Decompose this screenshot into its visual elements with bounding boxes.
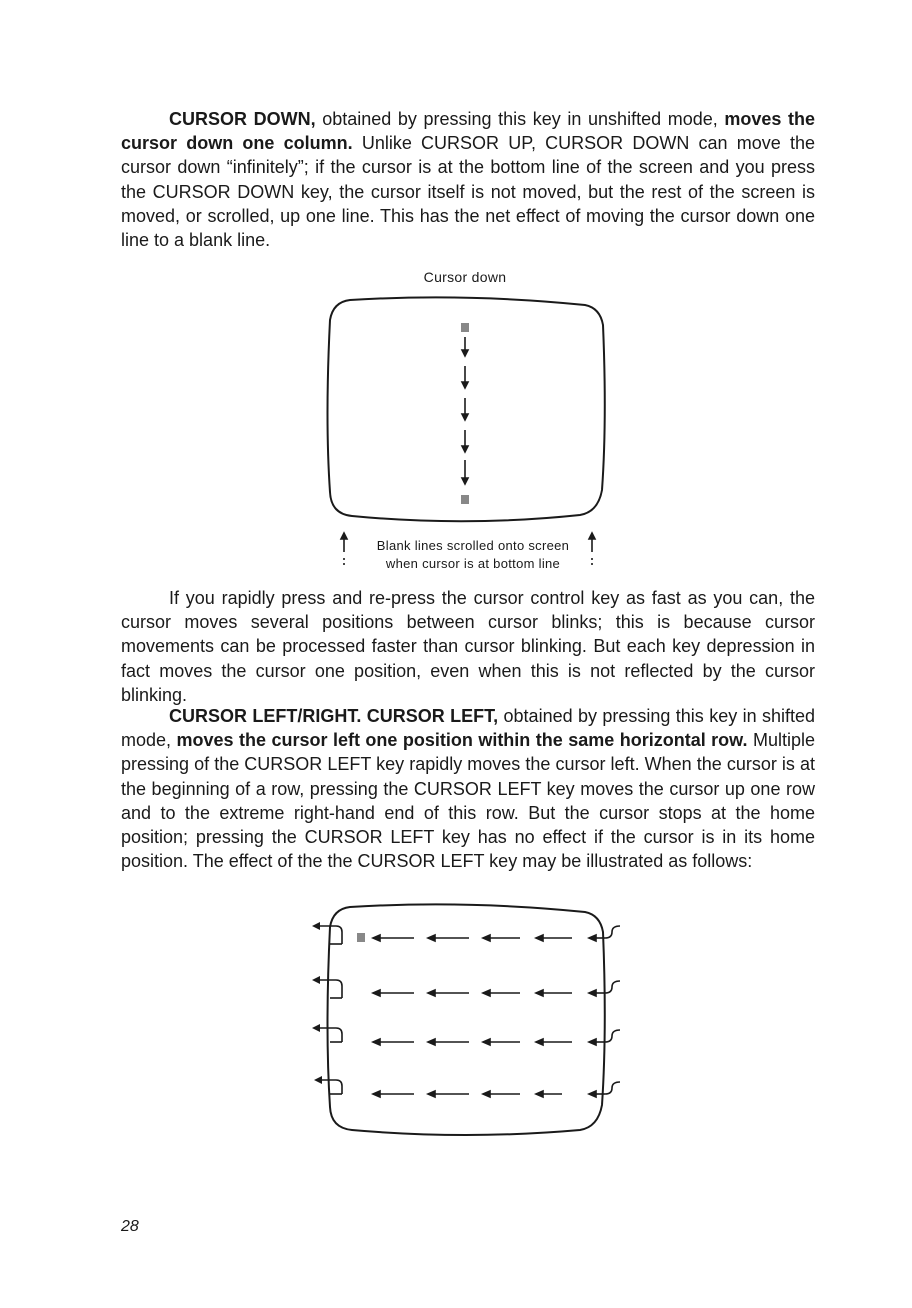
text-span: obtained by pressing this key in shifted mode,	[121, 706, 816, 751]
left-arrow-icon	[373, 935, 380, 941]
left-arrow-icon	[483, 990, 490, 996]
paragraph-rapid-press: If you rapidly press and re-press the cursor control key as fast as you can, the cursor moves several positions between cursor blinks; this is because cursor movements can be processed faster than cursor blinking. But each key depression in fact moves the cursor one position, even when this is not reflected by the cursor blinking.	[121, 588, 815, 705]
heading-cursor-left-right: CURSOR LEFT/RIGHT. CURSOR LEFT,	[169, 706, 499, 726]
bold-phrase: moves the cursor left one position within the same horizontal row.	[176, 730, 748, 751]
text-span: Multiple pressing of the CURSOR LEFT key rapidly moves the cursor left. When the cursor is at the beginning of a row, pressing the CURSOR LEFT key moves the cursor up one row and to the extreme right-hand end of this row. But the cursor stops at the home position; pressing the CURSOR LEFT key has no effect if the cursor is in its home position. The effect of the the CURSOR LEFT key may be illustrated as follows:	[121, 730, 816, 872]
wrap-arrow-icon	[312, 1024, 320, 1032]
wrap-left-curve	[320, 1080, 342, 1094]
wrap-right-curve	[605, 981, 620, 993]
wrap-left-curve	[318, 980, 342, 998]
wrap-arrow-icon	[312, 976, 320, 984]
page-number: 28	[121, 1218, 139, 1235]
left-arrow-icon	[428, 1091, 435, 1097]
wrap-arrow-icon	[312, 922, 320, 930]
text-span: obtained by pressing this key in unshifted mode,	[315, 109, 725, 129]
figure-caption-cursor-down: Cursor down	[423, 269, 507, 285]
left-arrow-icon	[536, 935, 543, 941]
left-arrow-icon	[483, 1039, 490, 1045]
cursor-block-home	[357, 933, 365, 942]
screen-outline	[328, 904, 605, 1135]
bold-phrase: moves the cursor down one column.	[121, 109, 815, 154]
left-arrow-icon	[589, 1091, 596, 1097]
left-arrow-icon	[483, 1091, 490, 1097]
wrap-right-curve	[605, 1082, 620, 1094]
heading-cursor-down: CURSOR DOWN,	[169, 109, 316, 129]
left-arrow-icon	[428, 935, 435, 941]
left-arrow-icon	[373, 990, 380, 996]
left-arrow-icon	[483, 935, 490, 941]
left-arrow-icon	[536, 1039, 543, 1045]
left-arrow-icon	[536, 990, 543, 996]
left-arrow-icon	[428, 990, 435, 996]
note-line-2: when cursor is at bottom line	[385, 556, 561, 571]
wrap-right-curve	[605, 1030, 620, 1042]
left-arrow-icon	[589, 1039, 596, 1045]
left-arrow-icon	[536, 1091, 543, 1097]
wrap-right-curve	[605, 926, 620, 938]
left-arrow-icon	[589, 935, 596, 941]
wrap-arrow-icon	[314, 1076, 322, 1084]
wrap-left-curve	[318, 1028, 342, 1042]
left-arrow-icon	[373, 1091, 380, 1097]
left-arrow-icon	[428, 1039, 435, 1045]
left-arrow-icon	[589, 990, 596, 996]
note-line-1: Blank lines scrolled onto screen	[376, 538, 570, 553]
text-span: Unlike CURSOR UP, CURSOR DOWN can move the cursor down “infinitely”; if the cursor is at the bottom line of the screen and you press the CURSOR DOWN key, the cursor itself is not moved, but the rest of the screen is moved, or scrolled, up one line. This has the net effect of moving the cursor down one line to a blank line.	[121, 133, 816, 251]
left-arrow-icon	[373, 1039, 380, 1045]
